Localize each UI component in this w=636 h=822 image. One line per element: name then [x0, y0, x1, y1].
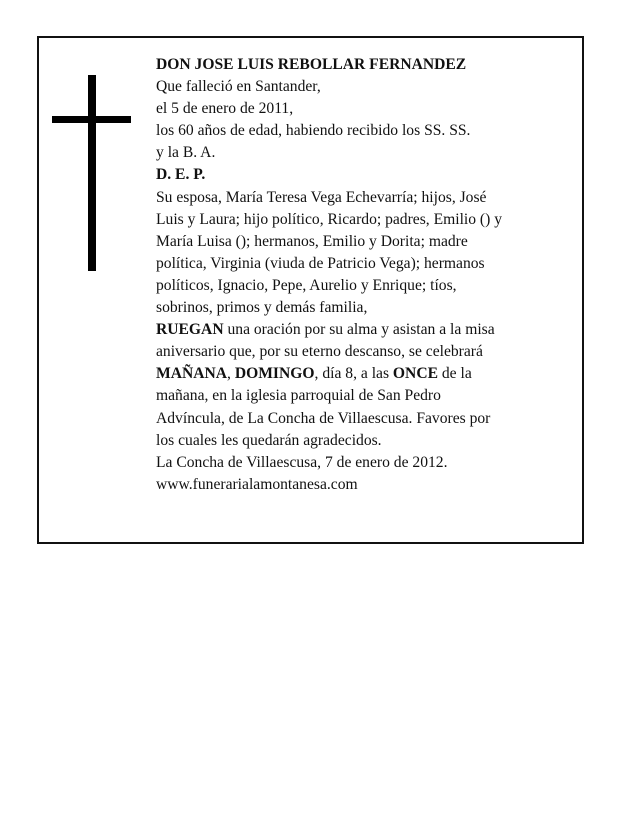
family-line: sobrinos, primos y demás familia, — [156, 299, 368, 317]
website-text: www.funerarialamontanesa.com — [156, 475, 358, 493]
comma-separator: , — [227, 365, 235, 383]
once-word: ONCE — [392, 365, 438, 383]
domingo-word: DOMINGO — [234, 365, 315, 383]
family-line: Su esposa, María Teresa Vega Echevarría; hijos, José — [156, 188, 487, 206]
day-text: , día 8, a las — [314, 365, 393, 383]
place-date-line: La Concha de Villaescusa, 7 de enero de 2012. — [156, 453, 448, 471]
intro-line: y la B. A. — [156, 144, 216, 162]
ruegan-line — [156, 319, 576, 341]
intro-line: el 5 de enero de 2011, — [156, 100, 294, 118]
manana-word: MAÑANA — [156, 365, 228, 383]
closing-line: los cuales les quedarán agradecidos. — [156, 431, 382, 449]
mass-line: aniversario que, por su eterno descanso, se celebrará — [156, 343, 483, 361]
obituary-text — [156, 54, 576, 496]
dep-text: D. E. P. — [156, 166, 206, 184]
cross-icon-crossbar — [52, 116, 131, 123]
family-line: políticos, Ignacio, Pepe, Aurelio y Enrique; tíos, — [156, 276, 457, 294]
once-after: de la — [437, 365, 472, 383]
closing-line: mañana, en la iglesia parroquial de San Pedro — [156, 387, 441, 405]
cross-icon — [88, 75, 96, 271]
closing-line: Advíncula, de La Concha de Villaescusa. Favores por — [156, 409, 491, 427]
family-line: política, Virginia (viuda de Patricio Vega); hermanos — [156, 254, 485, 272]
deceased-name: DON JOSE LUIS REBOLLAR FERNANDEZ — [156, 56, 467, 73]
family-line: Luis y Laura; hijo político, Ricardo; padres, Emilio () y — [156, 210, 503, 228]
family-line: María Luisa (); hermanos, Emilio y Dorita; madre — [156, 232, 468, 250]
intro-line: Que falleció en Santander, — [156, 78, 321, 96]
intro-line: los 60 años de edad, habiendo recibido los SS. SS. — [156, 122, 471, 140]
ruegan-word: RUEGAN — [156, 321, 224, 339]
ruegan-rest: una oración por su alma y asistan a la misa — [223, 321, 495, 339]
date-line — [156, 363, 576, 385]
